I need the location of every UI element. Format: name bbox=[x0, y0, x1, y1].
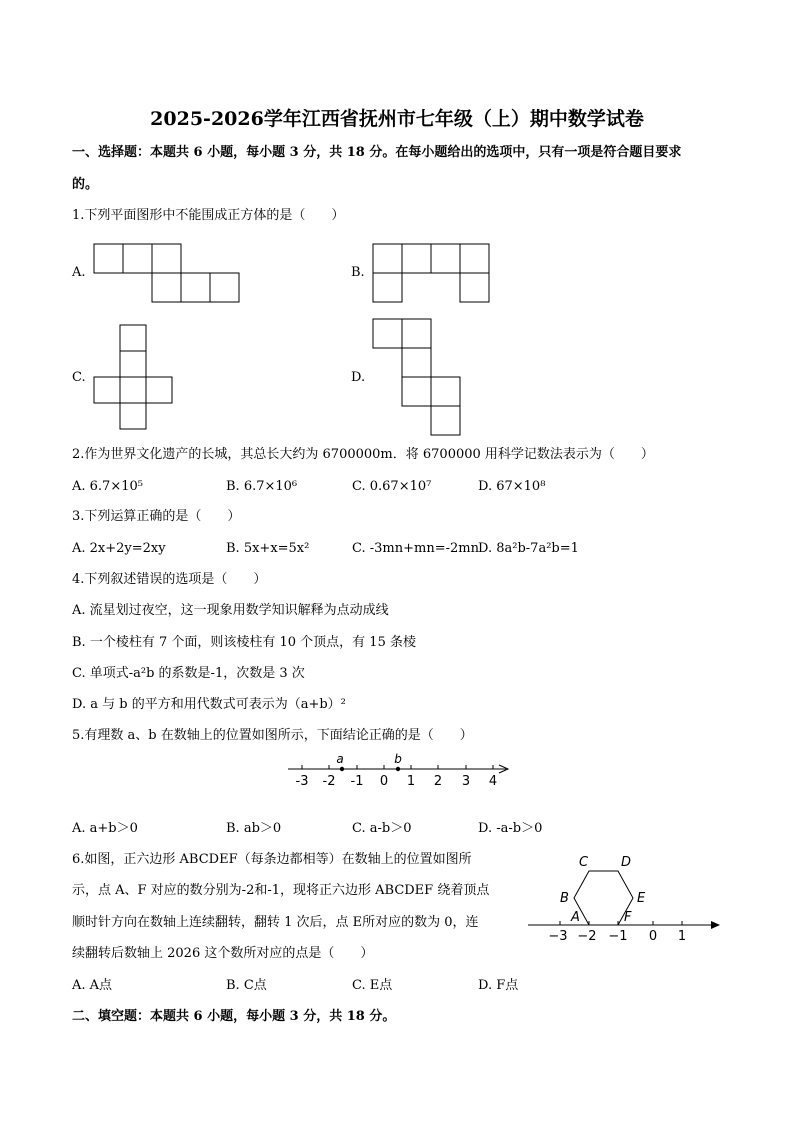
q6-stem-line3: 顺时针方向在数轴上连续翻转，翻转 1 次后，点 E所对应的数为 0，连 bbox=[72, 915, 479, 930]
q6-stem-line1: 6.如图，正六边形 ABCDEF（每条边都相等）在数轴上的位置如图所 bbox=[72, 852, 472, 867]
q3-option-c: C. -3mn+mn=-2mn bbox=[352, 541, 479, 556]
q3-stem: 3.下列运算正确的是（ ） bbox=[72, 509, 241, 524]
q3-option-b: B. 5x+x=5x² bbox=[226, 541, 310, 556]
q3-option-a: A. 2x+2y=2xy bbox=[72, 541, 166, 556]
section2-heading: 二、填空题：本题共 6 小题，每小题 3 分，共 18 分。 bbox=[72, 1009, 396, 1024]
net-b bbox=[373, 244, 489, 302]
q6-option-b: B. C点 bbox=[226, 978, 267, 993]
q5-tick-label: 3 bbox=[461, 774, 471, 789]
q2-option-b: B. 6.7×10⁶ bbox=[226, 479, 298, 494]
q5-tick-label: -2 bbox=[322, 774, 336, 789]
q6-stem-line4: 续翻转后数轴上 2026 这个数所对应的点是（ ） bbox=[72, 946, 374, 961]
q1-cube-nets-figure bbox=[0, 0, 794, 460]
q6-tick-label: −3 bbox=[548, 929, 568, 944]
q1-label-b: B. bbox=[351, 265, 365, 280]
q6-tick-label: 0 bbox=[648, 929, 658, 944]
net-d bbox=[373, 319, 460, 435]
q6-vertex-c: C bbox=[579, 855, 589, 870]
q5-number-line bbox=[280, 750, 520, 795]
q5-point-a bbox=[340, 767, 344, 771]
q6-option-a: A. A点 bbox=[72, 978, 113, 993]
q6-vertex-a: A bbox=[571, 910, 580, 925]
net-a bbox=[94, 244, 239, 302]
net-c bbox=[94, 325, 172, 429]
q6-vertex-f: F bbox=[624, 910, 632, 925]
q6-hexagon-figure bbox=[520, 845, 725, 945]
q3-option-d: D. 8a²b-7a²b=1 bbox=[478, 541, 579, 556]
q5-tick-label: -1 bbox=[350, 774, 364, 789]
q5-point-a-label: a bbox=[336, 752, 344, 766]
q2-option-c: C. 0.67×10⁷ bbox=[352, 479, 432, 494]
q6-vertex-b: B bbox=[560, 891, 569, 906]
q5-option-b: B. ab＞0 bbox=[226, 821, 282, 836]
q6-tick-label: −1 bbox=[608, 929, 628, 944]
q1-label-c: C. bbox=[72, 370, 86, 385]
q5-tick-label: 0 bbox=[379, 774, 389, 789]
q5-tick-label: 1 bbox=[406, 774, 416, 789]
q4-stem: 4.下列叙述错误的选项是（ ） bbox=[72, 572, 267, 587]
q4-option-c: C. 单项式-a²b 的系数是-1，次数是 3 次 bbox=[72, 666, 305, 681]
q6-axis-arrow bbox=[711, 921, 720, 929]
page-title: 2025-2026学年江西省抚州市七年级（上）期中数学试卷 bbox=[150, 108, 644, 130]
q2-option-d: D. 67×10⁸ bbox=[478, 479, 546, 494]
q5-tick-label: -3 bbox=[295, 774, 309, 789]
section1-heading-cont: 的。 bbox=[72, 177, 99, 192]
q4-option-d: D. a 与 b 的平方和用代数式可表示为（a+b）² bbox=[72, 697, 346, 712]
q6-tick-label: 1 bbox=[677, 929, 687, 944]
q5-point-b-label: b bbox=[394, 752, 402, 766]
q4-option-b: B. 一个棱柱有 7 个面，则该棱柱有 10 个顶点，有 15 条棱 bbox=[72, 635, 416, 650]
q5-tick-label: 4 bbox=[488, 774, 498, 789]
q6-vertex-e: E bbox=[637, 891, 646, 906]
q2-stem: 2.作为世界文化遗产的长城，其总长大约为 6700000m．将 6700000 用科学记数法表示为（ ） bbox=[72, 447, 654, 462]
q6-option-c: C. E点 bbox=[352, 978, 393, 993]
q6-tick-label: −2 bbox=[577, 929, 597, 944]
q5-stem: 5.有理数 a、b 在数轴上的位置如图所示，下面结论正确的是（ ） bbox=[72, 728, 473, 743]
q1-stem: 1.下列平面图形中不能围成正方体的是（ ） bbox=[72, 208, 345, 223]
q5-option-d: D. -a-b＞0 bbox=[478, 821, 543, 836]
q4-option-a: A. 流星划过夜空，这一现象用数学知识解释为点动成线 bbox=[72, 603, 389, 618]
section1-heading: 一、选择题：本题共 6 小题，每小题 3 分，共 18 分。在每小题给出的选项中，只有一项是符合题目要求 bbox=[72, 145, 682, 160]
q6-option-d: D. F点 bbox=[478, 978, 519, 993]
q1-label-a: A. bbox=[72, 265, 86, 280]
q1-label-d: D. bbox=[351, 370, 366, 385]
q5-point-b bbox=[396, 767, 400, 771]
q5-option-a: A. a+b＞0 bbox=[72, 821, 138, 836]
q5-tick-label: 2 bbox=[433, 774, 443, 789]
q6-vertex-d: D bbox=[621, 855, 632, 870]
q2-option-a: A. 6.7×10⁵ bbox=[72, 479, 143, 494]
q6-stem-line2: 示，点 A、F 对应的数分别为-2和-1，现将正六边形 ABCDEF 绕着顶点 bbox=[72, 883, 490, 898]
q5-option-c: C. a-b＞0 bbox=[352, 821, 412, 836]
